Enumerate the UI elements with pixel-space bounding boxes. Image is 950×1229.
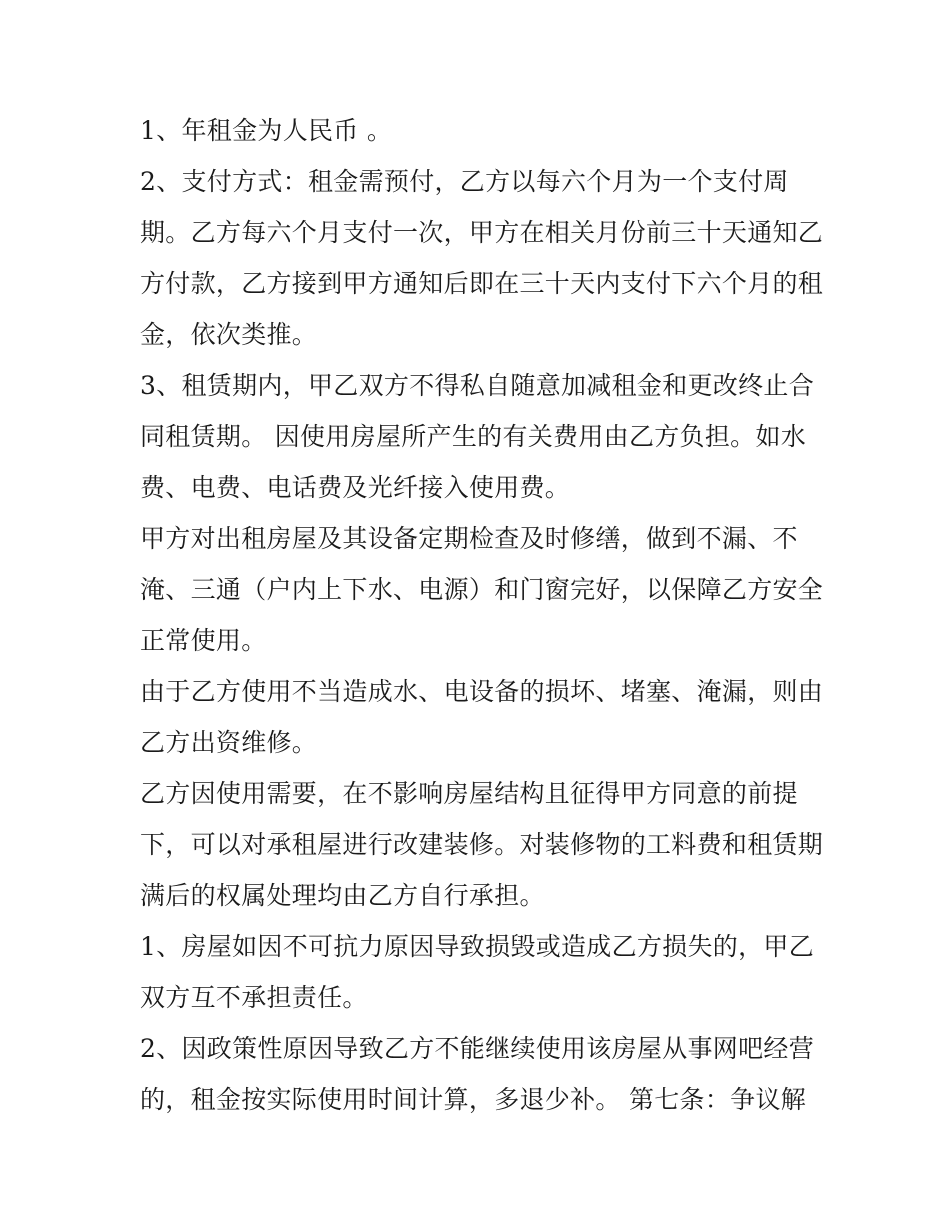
text-line: 2、因政策性原因导致乙方不能继续使用该房屋从事网吧经营 (140, 1034, 815, 1063)
text-line: 2、支付方式：租金需预付，乙方以每六个月为一个支付周 (140, 167, 789, 196)
text-line: 期。乙方每六个月支付一次，甲方在相关月份前三十天通知乙 (140, 218, 824, 247)
text-line: 的，租金按实际使用时间计算，多退少补。 第七条：争议解 (140, 1085, 807, 1114)
text-line: 下，可以对承租屋进行改建装修。对装修物的工料费和租赁期 (140, 830, 824, 859)
text-line: 同租赁期。 因使用房屋所产生的有关费用由乙方负担。如水 (140, 422, 807, 451)
text-line: 由于乙方使用不当造成水、电设备的损坏、堵塞、淹漏，则由 (140, 677, 824, 706)
text-line: 方付款，乙方接到甲方通知后即在三十天内支付下六个月的租 (140, 269, 824, 298)
text-line: 金，依次类推。 (140, 320, 318, 349)
text-line: 甲方对出租房屋及其设备定期检查及时修缮，做到不漏、不 (140, 524, 798, 553)
text-line: 正常使用。 (140, 626, 267, 655)
text-line: 费、电费、电话费及光纤接入使用费。 (140, 473, 571, 502)
text-line: 满后的权属处理均由乙方自行承担。 (140, 881, 545, 910)
text-line: 3、租赁期内，甲乙双方不得私自随意加减租金和更改终止合 (140, 371, 815, 400)
text-line: 乙方因使用需要，在不影响房屋结构且征得甲方同意的前提 (140, 779, 798, 808)
text-line: 双方互不承担责任。 (140, 983, 368, 1012)
document-body (140, 105, 830, 1125)
text-line: 1、年租金为人民币 。 (140, 116, 393, 145)
text-line: 1、房屋如因不可抗力原因导致损毁或造成乙方损失的，甲乙 (140, 932, 815, 961)
text-line: 乙方出资维修。 (140, 728, 318, 757)
text-line: 淹、三通（户内上下水、电源）和门窗完好，以保障乙方安全 (140, 575, 824, 604)
